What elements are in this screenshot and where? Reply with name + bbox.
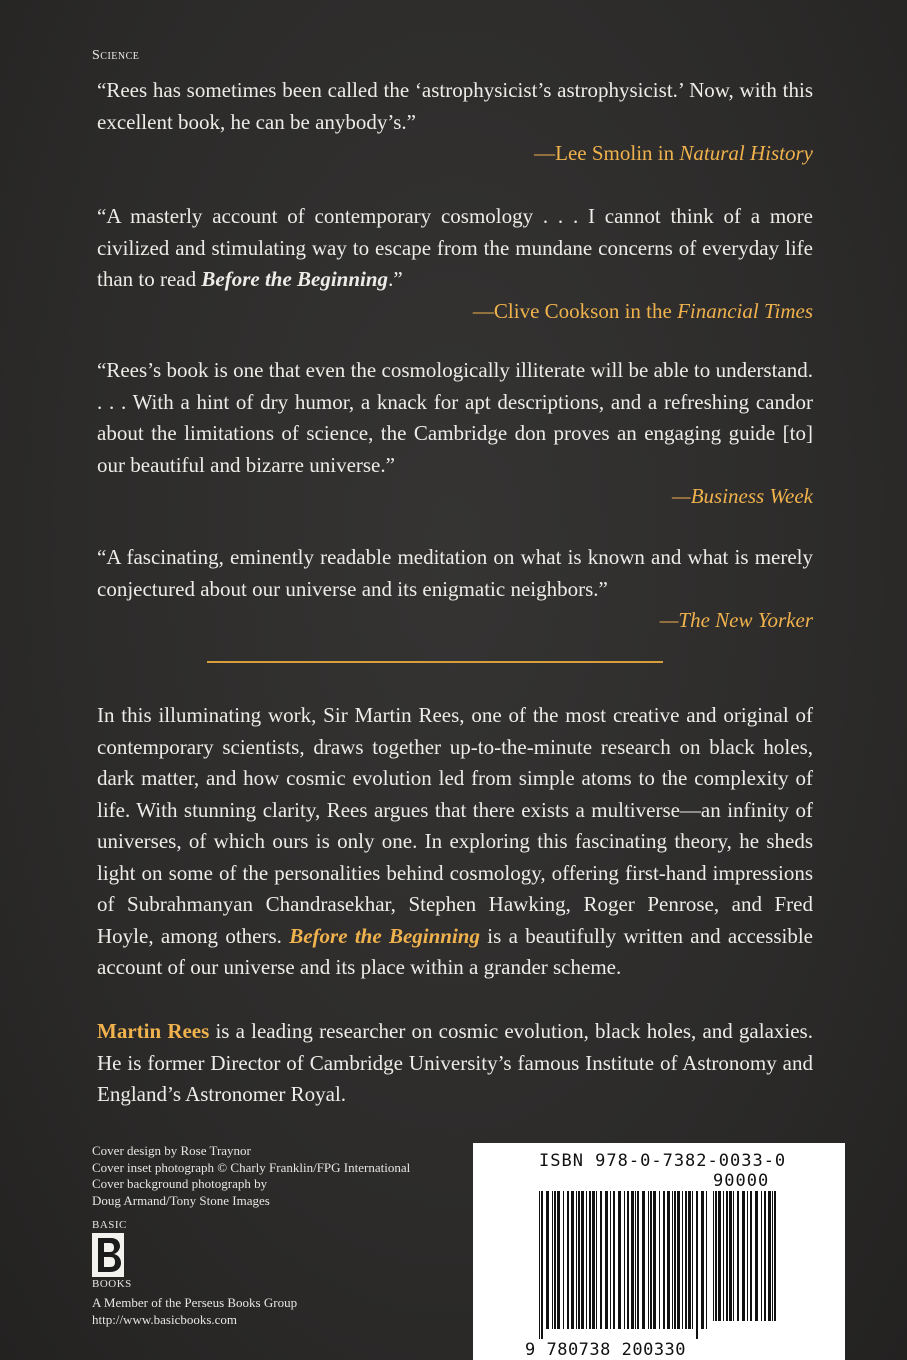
review-quote-4: [97, 542, 813, 637]
barcode-bar: [701, 1191, 704, 1329]
barcode-bar: [554, 1191, 556, 1329]
credit-line: Cover background photograph by: [92, 1176, 268, 1191]
credit-line: Cover inset photograph © Charly Franklin/FPG International: [92, 1159, 411, 1175]
barcode-bar: [764, 1191, 766, 1321]
barcode-bar: [613, 1191, 615, 1329]
barcode-bar: [692, 1191, 693, 1329]
barcode-bar: [539, 1191, 540, 1339]
b-logo-icon: [92, 1233, 124, 1277]
barcode-bar: [772, 1191, 773, 1321]
barcode-bar: [755, 1191, 758, 1321]
logo-bottom-text: BOOKS: [92, 1278, 132, 1290]
barcode-bar: [546, 1191, 549, 1329]
credit-line: Doug Armand/Tony Stone Images: [92, 1192, 270, 1208]
quote-attribution: —Clive Cookson in the Financial Times: [472, 298, 813, 323]
publication-name: Natural History: [679, 141, 813, 165]
section-divider: [207, 661, 663, 663]
barcode-bar: [552, 1191, 553, 1329]
barcode-bar: [586, 1191, 587, 1329]
barcode-bar: [581, 1191, 584, 1329]
publication-name: Financial Times: [677, 298, 813, 323]
author-name: Martin Rees: [97, 1019, 210, 1043]
barcode-bar: [663, 1191, 665, 1329]
barcode-bar: [605, 1191, 608, 1329]
barcode-bar: [706, 1191, 707, 1329]
barcode-bar: [737, 1191, 739, 1321]
quote-attribution: —Lee Smolin in Natural History: [534, 141, 813, 165]
isbn-number: ISBN 978-0-7382-0033-0: [539, 1151, 787, 1171]
price-code: 90000: [713, 1171, 770, 1191]
barcode-bar: [672, 1191, 673, 1329]
publisher-info: [92, 1295, 472, 1328]
barcode-bar: [747, 1191, 748, 1321]
barcode-bar: [592, 1191, 595, 1329]
cover-credits: [92, 1143, 472, 1209]
barcode-bar: [648, 1191, 649, 1329]
logo-top-text: BASIC: [92, 1219, 127, 1231]
quote-attribution: —The New Yorker: [659, 608, 813, 632]
barcode-bar: [650, 1191, 652, 1329]
barcode-bar: [713, 1191, 714, 1321]
barcode-bar: [653, 1191, 656, 1329]
barcode-bar: [571, 1191, 574, 1329]
barcode-bar: [715, 1191, 717, 1321]
barcode-bar: [567, 1191, 569, 1329]
barcode-bar: [631, 1191, 634, 1329]
review-quote-2: [97, 201, 813, 327]
barcode-bar: [635, 1191, 636, 1329]
category-label: Science: [92, 48, 140, 63]
barcode-bar: [768, 1191, 771, 1321]
barcode-bar: [733, 1191, 734, 1321]
barcode-bar: [600, 1191, 602, 1329]
addon-barcode-bars: [713, 1191, 777, 1331]
barcode-bar: [674, 1191, 676, 1329]
barcode-bar: [750, 1191, 752, 1321]
barcode-bar: [624, 1191, 625, 1329]
barcode-bar: [677, 1191, 680, 1329]
barcode-bar: [576, 1191, 577, 1329]
barcode-bar: [642, 1191, 645, 1329]
publisher-url: http://www.basicbooks.com: [92, 1311, 238, 1327]
barcode-bar: [688, 1191, 691, 1329]
barcode-bar: [696, 1191, 698, 1339]
barcode-bar: [742, 1191, 745, 1321]
barcode-bar: [682, 1191, 683, 1329]
quote-text: “A masterly account of contemporary cosmology . . . I cannot think of a more civilized and stimulating way to escape from the mundane concerns of everyday life than to read Before the Beginning.”: [97, 204, 813, 291]
publisher-logo: [92, 1219, 132, 1290]
barcode-bar: [729, 1191, 732, 1321]
review-quote-1: [97, 75, 813, 170]
barcode-bar: [541, 1191, 543, 1339]
barcode-bar: [761, 1191, 762, 1321]
barcode-bar: [610, 1191, 611, 1329]
credit-line: Cover design by Rose Traynor: [92, 1143, 251, 1158]
barcode-bar: [667, 1191, 670, 1329]
barcode-bar: [627, 1191, 629, 1329]
barcode-bar: [596, 1191, 597, 1329]
quote-text: “Rees’s book is one that even the cosmologically illiterate will be able to understand. . . . With a hint of dry humor, a knack for apt descriptions, and a refreshing candor about the limitations of science, the Cambridge don proves an engaging guide [to] our beautiful and bizarre universe.”: [97, 358, 813, 477]
barcode-bar: [726, 1191, 728, 1321]
ean-barcode-bars: [539, 1191, 709, 1339]
book-title: Before the Beginning: [289, 923, 480, 948]
barcode-bar: [659, 1191, 660, 1329]
barcode-bar: [618, 1191, 621, 1329]
publisher-member-line: A Member of the Perseus Books Group: [92, 1295, 298, 1310]
quote-text: “A fascinating, eminently readable meditation on what is known and what is merely conjectured about our universe and its enigmatic neighbors.”: [97, 545, 813, 601]
quote-text: “Rees has sometimes been called the ‘astrophysicist’s astrophysicist.’ Now, with this excellent book, he can be anybody’s.”: [97, 78, 813, 134]
barcode-bar: [563, 1191, 564, 1329]
review-quote-3: [97, 355, 813, 513]
book-title: Before the Beginning: [201, 267, 389, 291]
barcode-bar: [637, 1191, 639, 1329]
barcode-bar: [685, 1191, 687, 1329]
barcode-bar: [557, 1191, 560, 1329]
book-description: In this illuminating work, Sir Martin Rees, one of the most creative and original of contemporary scientists, draws together up-to-the-minute research on black holes, dark matter, and how cosmic evolution led from simple atoms to the complexity of life. With stunning clarity, Rees argues that there exists a multiverse—an infinity of universes, of which ours is only one. In exploring this fascinating theory, he sheds light on some of the personalities behind cosmology, offering first-hand impressions of Subrahmanyan Chandrasekhar, Stephen Hawking, Roger Penrose, and Fred Hoyle, among others. Before the Beginning is a beautifully written and accessible account of our universe and its place within a grander scheme.: [97, 703, 813, 979]
barcode-bar: [589, 1191, 591, 1329]
barcode-panel: [473, 1143, 845, 1360]
quote-attribution: —Business Week: [672, 484, 813, 508]
author-bio: Martin Rees is a leading researcher on cosmic evolution, black holes, and galaxies. He is former Director of Cambridge University’s famous Institute of Astronomy and England’s Astronomer Royal.: [97, 1019, 813, 1106]
ean-digits: 9 780738 200330: [525, 1340, 687, 1360]
barcode-bar: [774, 1191, 776, 1321]
barcode-bar: [578, 1191, 580, 1329]
barcode-bar: [723, 1191, 724, 1321]
barcode-bar: [718, 1191, 721, 1321]
